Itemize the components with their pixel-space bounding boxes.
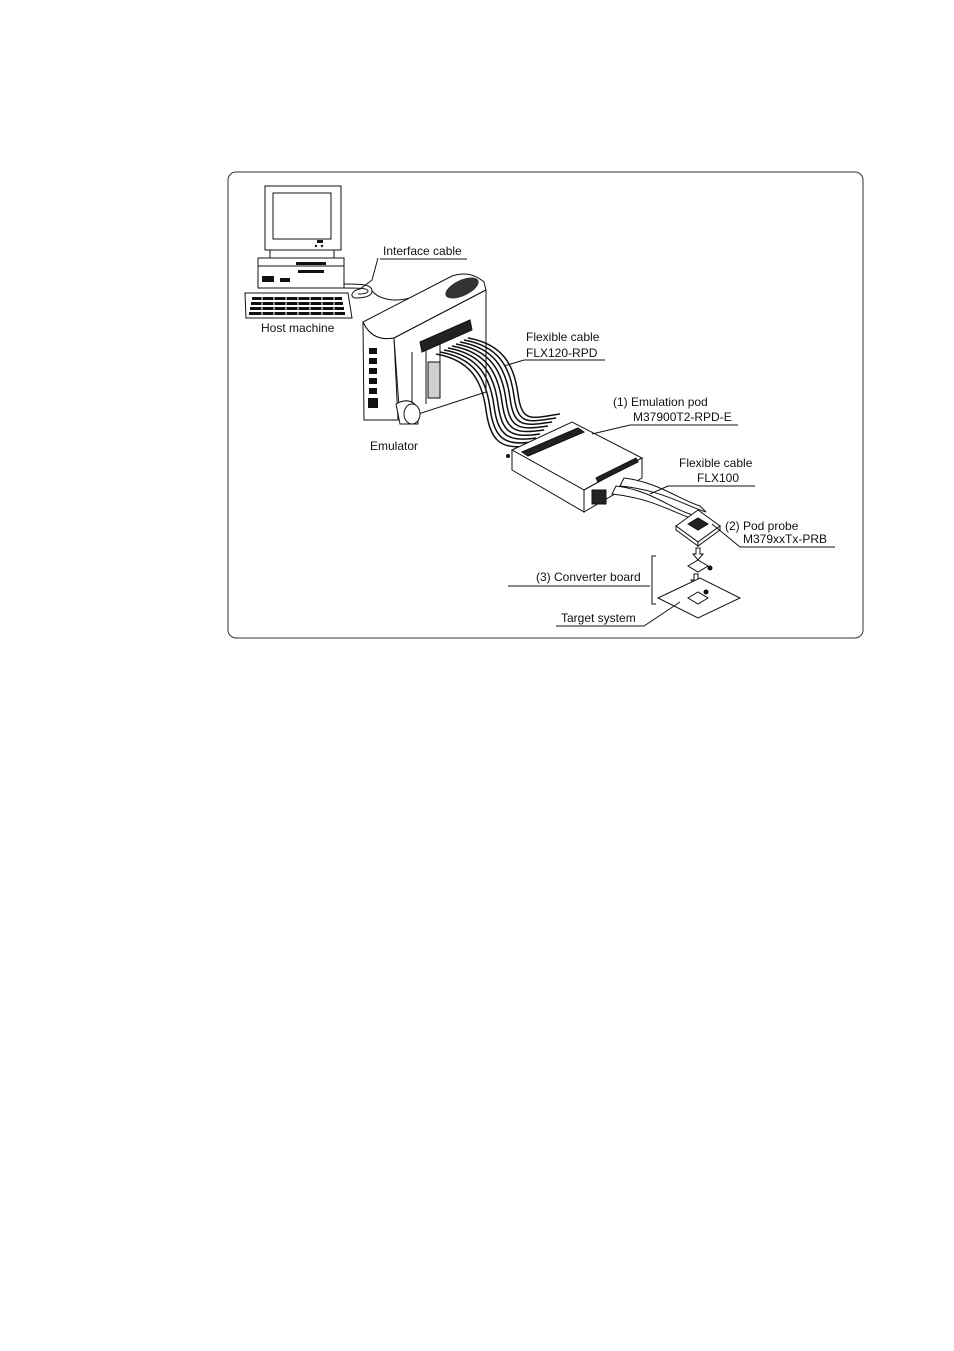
label-emulation-pod-model: M37900T2-RPD-E [633, 410, 732, 424]
converter-board-illustration [688, 560, 713, 572]
label-host-machine: Host machine [261, 321, 335, 335]
interface-cable [344, 258, 410, 300]
label-flx100: FLX100 [697, 471, 740, 485]
converter-board-bracket [652, 556, 656, 604]
label-target-system: Target system [561, 611, 636, 625]
label-pod-probe: (2) Pod probe [725, 519, 799, 533]
host-machine-illustration [245, 186, 352, 318]
leader-flx120 [504, 360, 605, 366]
label-converter-board: (3) Converter board [536, 570, 641, 584]
label-flx120: FLX120-RPD [526, 346, 598, 360]
label-pod-probe-model: M379xxTx-PRB [743, 532, 828, 546]
label-interface-cable: Interface cable [383, 244, 462, 258]
target-system-illustration [658, 578, 740, 618]
label-flexible-cable-1: Flexible cable [526, 330, 600, 344]
label-emulator: Emulator [370, 439, 419, 453]
label-flexible-cable-2: Flexible cable [679, 456, 753, 470]
flexible-cable-flx100 [612, 478, 706, 520]
emulator-illustration [363, 273, 486, 424]
label-emulation-pod: (1) Emulation pod [613, 395, 708, 409]
leader-emulation-pod [592, 425, 738, 434]
